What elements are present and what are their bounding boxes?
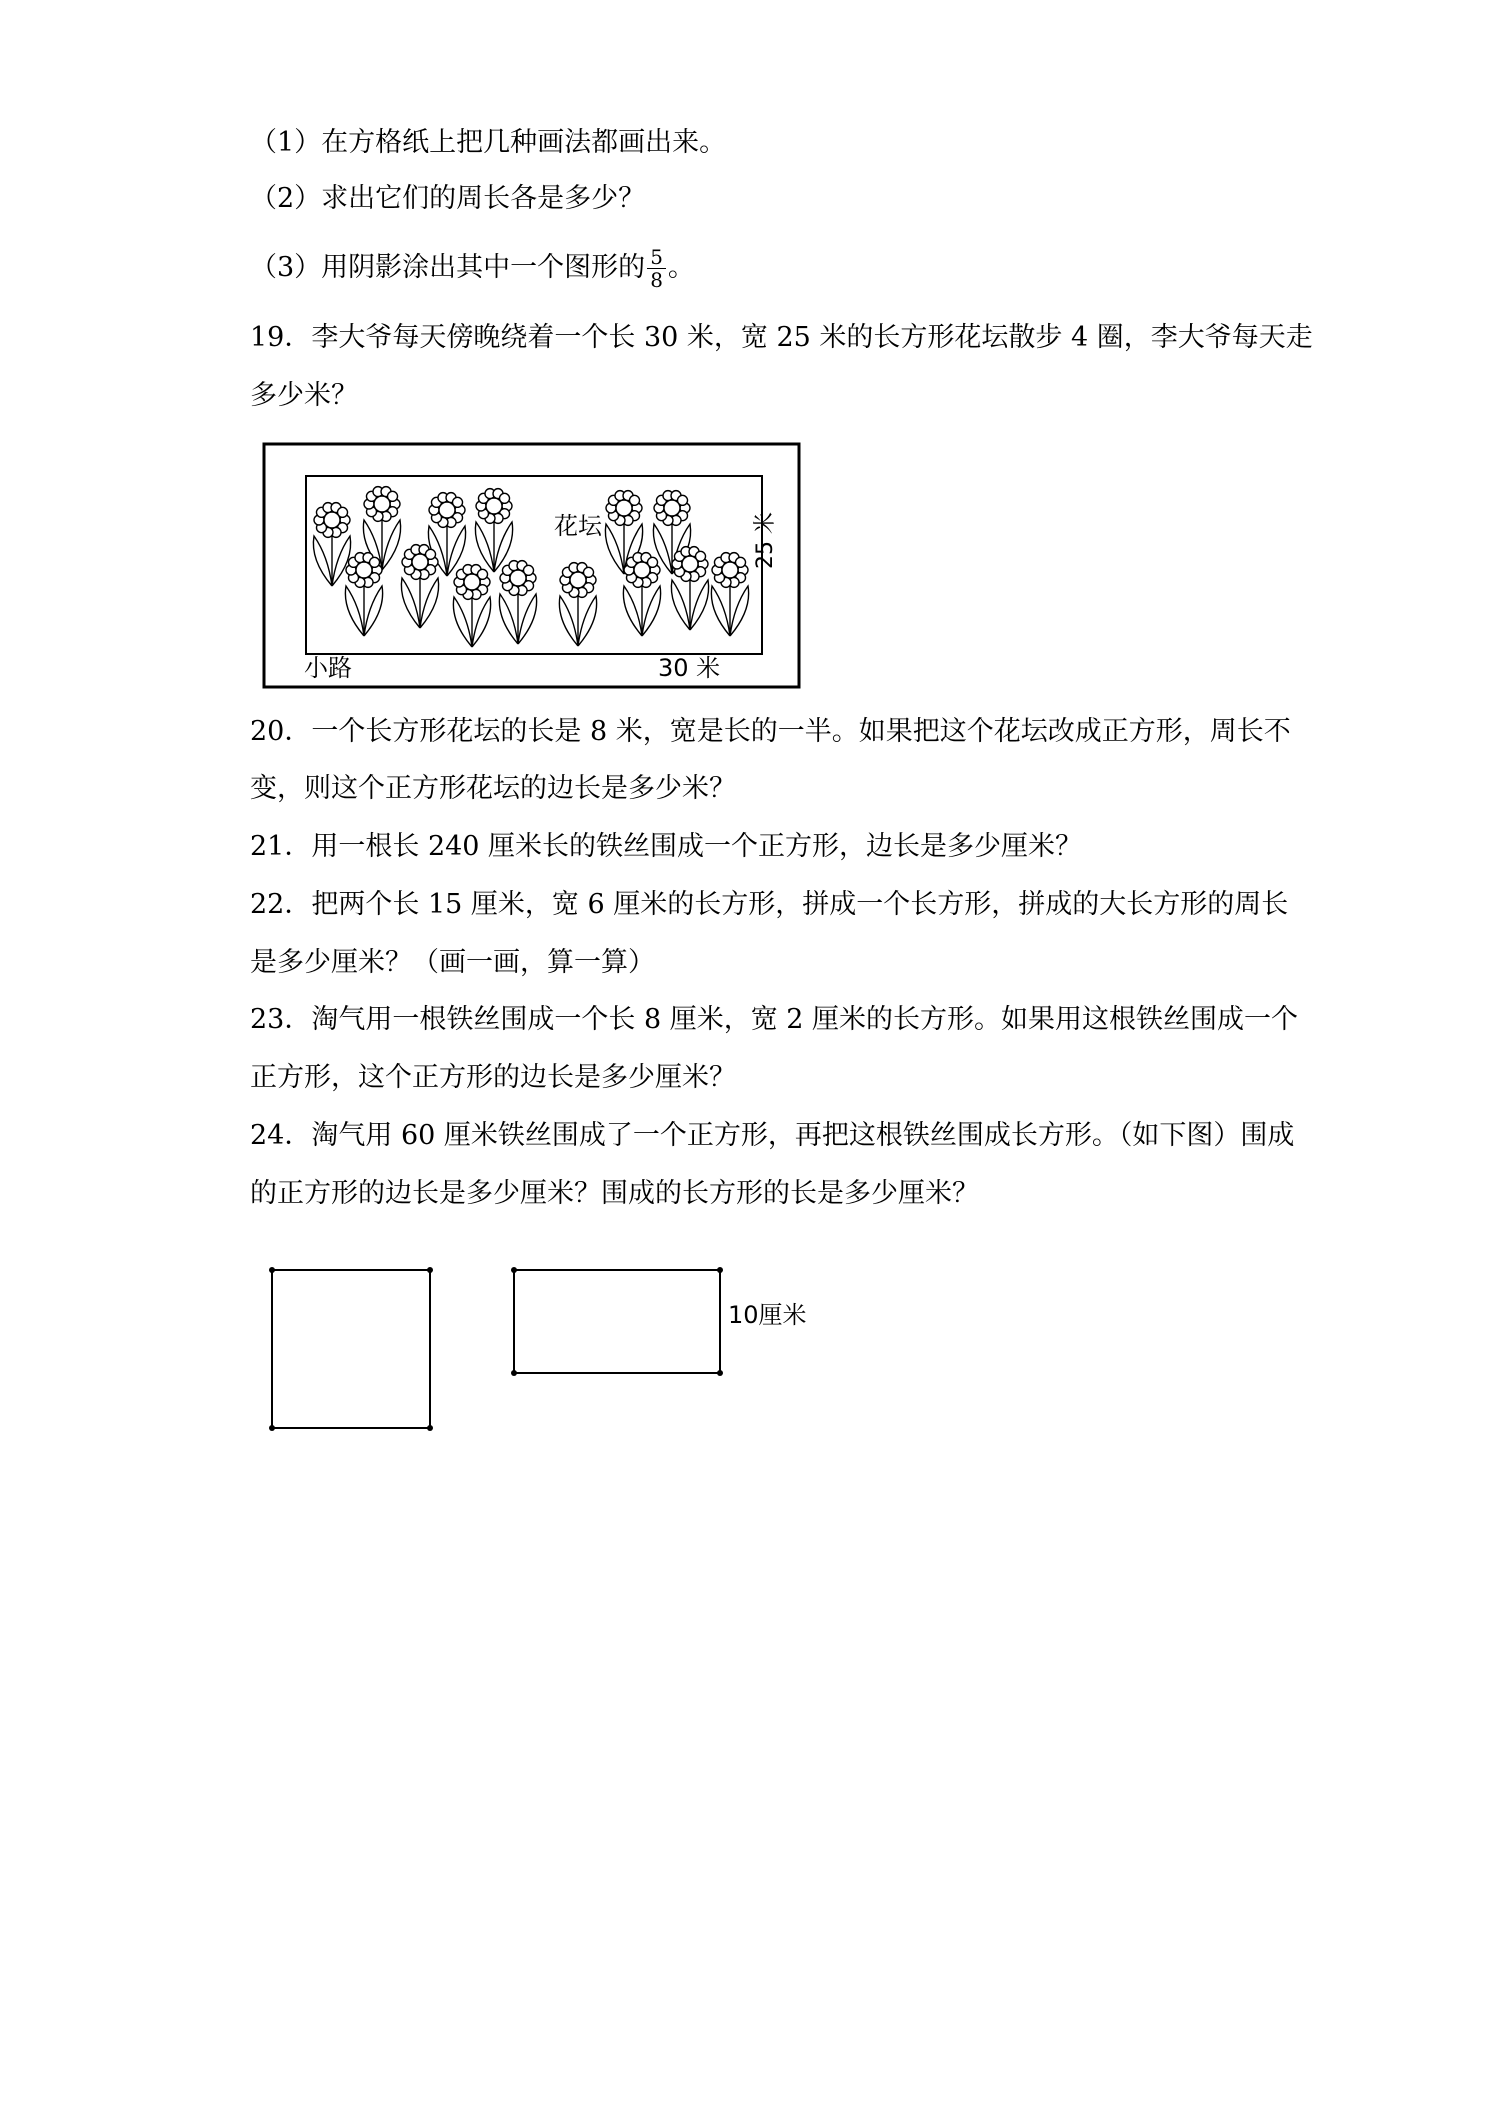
square-vertex [269, 1425, 275, 1431]
q20-text-line2: 变，则这个正方形花坛的边长是多少米？ [250, 773, 736, 804]
length-label: 30 米 [658, 654, 721, 682]
q18-part3-text: （3）用阴影涂出其中一个图形的 [250, 252, 646, 283]
q20-text-line1: 20．一个长方形花坛的长是 8 米，宽是长的一半。如果把这个花坛改成正方形，周长不 [250, 716, 1291, 747]
q23-text-line2: 正方形，这个正方形的边长是多少厘米？ [250, 1062, 736, 1093]
q22-text-line1: 22．把两个长 15 厘米，宽 6 厘米的长方形，拼成一个长方形，拼成的大长方形的周长 [250, 889, 1289, 920]
q18-part1: （1）在方格纸上把几种画法都画出来。 [250, 127, 727, 158]
rectangle-vertex [511, 1267, 517, 1273]
rectangle-vertex [511, 1370, 517, 1376]
square-vertex [427, 1425, 433, 1431]
q18-part3-end: 。 [667, 252, 695, 283]
flowerbed-figure [262, 442, 802, 690]
width-label: 25 米 [753, 512, 778, 569]
rectangle-vertex [717, 1370, 723, 1376]
q19-text-line2: 多少米？ [250, 380, 358, 411]
q21-text-line1: 21．用一根长 240 厘米长的铁丝围成一个正方形，边长是多少厘米？ [250, 831, 1083, 862]
fraction-denominator: 8 [650, 268, 663, 292]
q19-text-line1: 19．李大爷每天傍晚绕着一个长 30 米，宽 25 米的长方形花坛散步 4 圈，李大爷每天走 [250, 322, 1313, 353]
path-label: 小路 [304, 654, 352, 682]
q18-part2: （2）求出它们的周长各是多少？ [250, 183, 646, 214]
rectangle-vertex [717, 1267, 723, 1273]
square-shape [272, 1270, 430, 1428]
rectangle-shape [514, 1270, 720, 1373]
rectangle-width-label: 10厘米 [728, 1301, 807, 1329]
q22-text-line2: 是多少厘米？（画一画，算一算） [250, 947, 655, 978]
fraction [647, 246, 666, 291]
q23-text-line1: 23．淘气用一根铁丝围成一个长 8 厘米，宽 2 厘米的长方形。如果用这根铁丝围成一个 [250, 1004, 1299, 1035]
flowerbed-label: 花坛 [554, 512, 602, 540]
square-vertex [269, 1267, 275, 1273]
q24-text-line1: 24．淘气用 60 厘米铁丝围成了一个正方形，再把这根铁丝围成长方形。（如下图）围成 [250, 1120, 1295, 1151]
square-rectangle-figure [262, 1260, 822, 1440]
q18-part3 [250, 246, 695, 291]
square-vertex [427, 1267, 433, 1273]
q24-text-line2: 的正方形的边长是多少厘米？围成的长方形的长是多少厘米？ [250, 1178, 979, 1209]
fraction-numerator: 5 [647, 246, 666, 269]
